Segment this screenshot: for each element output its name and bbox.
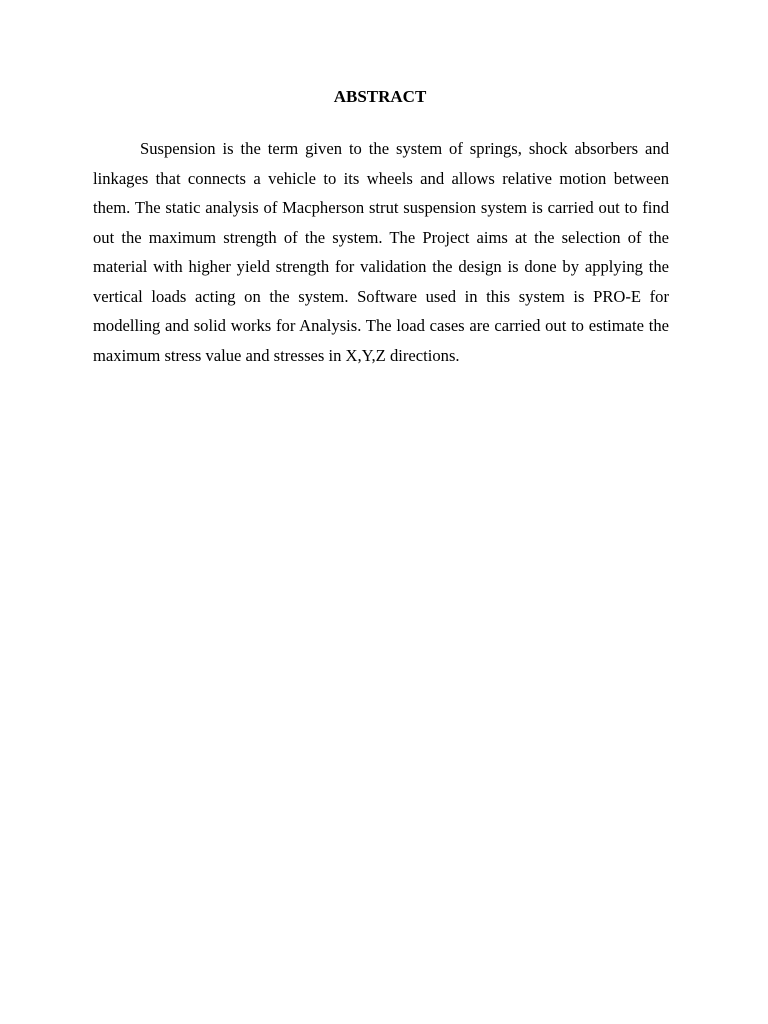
- abstract-heading: ABSTRACT: [333, 87, 427, 106]
- abstract-paragraph: Suspension is the term given to the system of springs, shock absorbers and linkages that connects a vehicle to its wheels and allows relative motion between them. The static analysis of Macpherson strut suspension system is carried out to find out the maximum strength of the system. The Project aims at the selection of the material with higher yield strength for validation the design is done by applying the vertical loads acting on the system. Software used in this system is PRO-E for modelling and solid works for Analysis. The load cases are carried out to estimate the maximum stress value and stresses in X,Y,Z directions.: [93, 139, 669, 365]
